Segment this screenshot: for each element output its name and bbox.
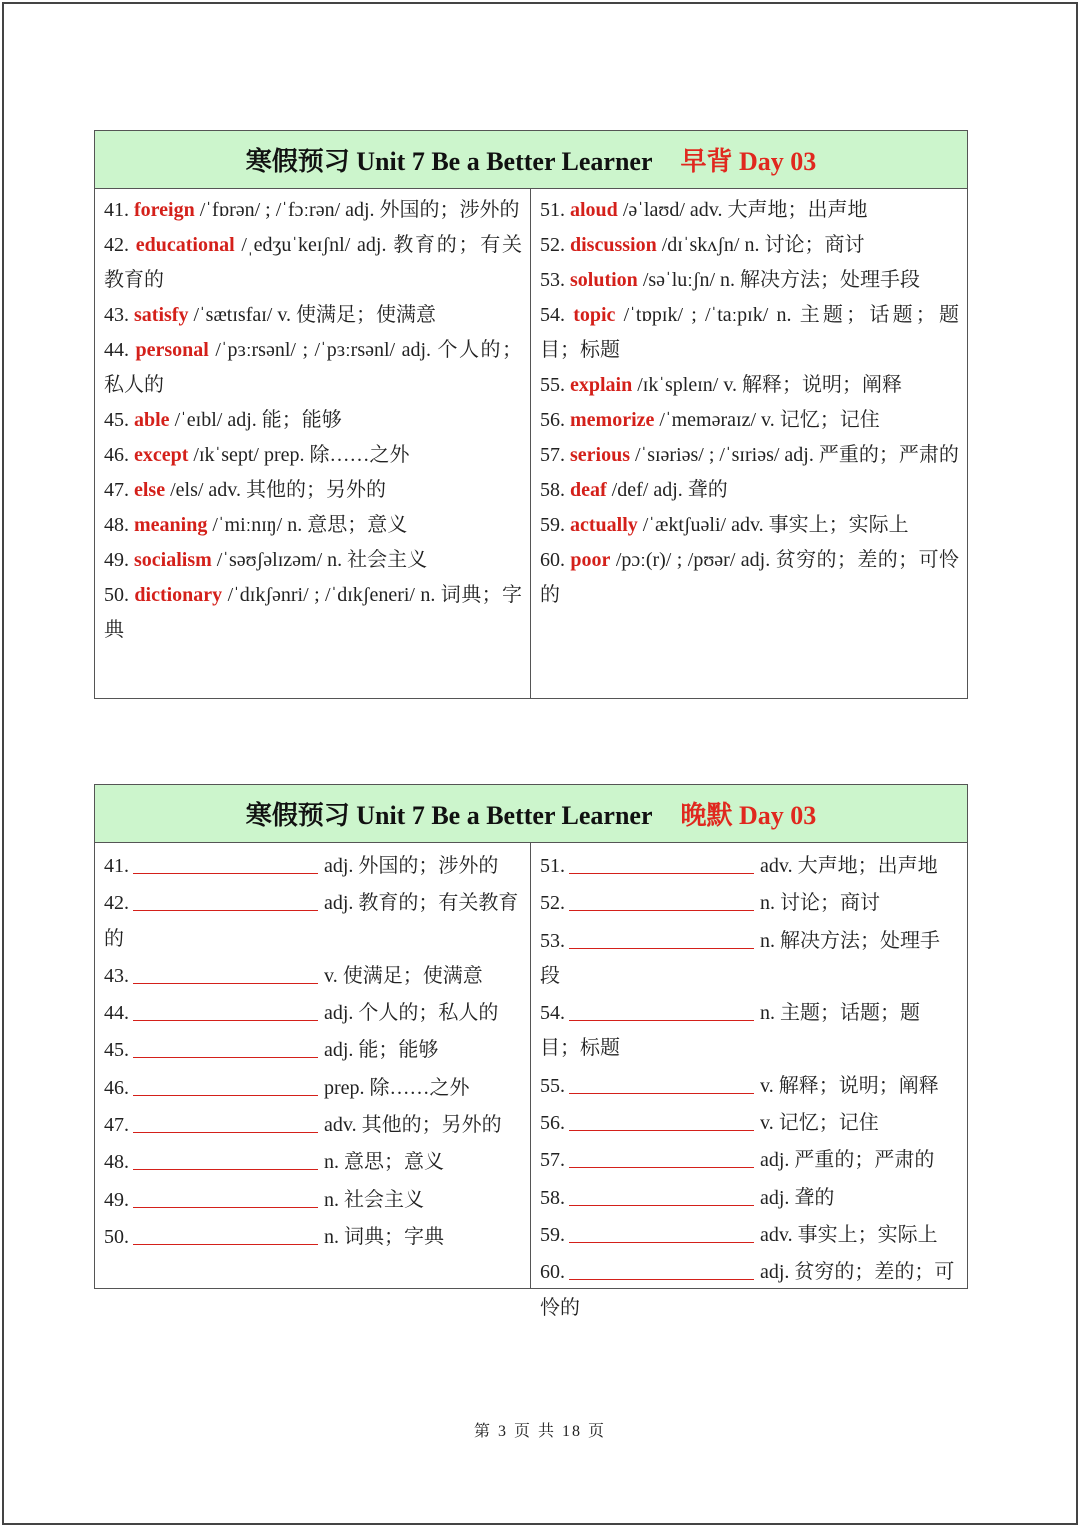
dictation-entry <box>540 1216 959 1253</box>
entry-definition: n. 主题；话题；题目；标题 <box>540 1002 920 1060</box>
entry-number: 41. <box>104 855 129 877</box>
entry-number: 60. <box>540 1261 565 1284</box>
evening-panel-title: 寒假预习 Unit 7 Be a Better Learner <box>245 801 653 830</box>
vocab-entry <box>540 438 959 473</box>
entry-number: 58. <box>540 1186 565 1209</box>
vocab-entry <box>104 333 522 403</box>
entry-number: 46. <box>104 1076 129 1099</box>
entry-definition: /ˈeɪbl/ adj. 能；能够 <box>169 409 342 431</box>
vocab-entry <box>104 403 522 438</box>
dictation-entry <box>104 1218 522 1255</box>
answer-blank[interactable] <box>569 996 754 1021</box>
evening-panel-tag: 晚默 Day 03 <box>680 801 817 830</box>
entry-number: 55. <box>540 1074 565 1097</box>
answer-blank[interactable] <box>133 1145 318 1170</box>
entry-definition: adj. 聋的 <box>760 1186 835 1209</box>
entry-number: 57. <box>540 444 565 466</box>
entry-number: 45. <box>104 1039 129 1062</box>
entry-definition: adj. 能；能够 <box>324 1039 439 1062</box>
entry-definition: /ˈmiːnɪŋ/ n. 意思；意义 <box>207 514 408 536</box>
entry-word: else <box>134 479 166 501</box>
entry-definition: /ˈsɪəriəs/ ; /ˈsɪriəs/ adj. 严重的；严肃的 <box>630 444 959 466</box>
answer-blank[interactable] <box>133 1220 318 1245</box>
dictation-entry <box>104 1143 522 1180</box>
entry-definition: /əˈlaʊd/ adv. 大声地；出声地 <box>617 199 868 221</box>
vocab-entry <box>540 473 959 508</box>
entry-definition: v. 解释；说明；阐释 <box>760 1074 939 1097</box>
dictation-entry <box>540 884 959 921</box>
entry-definition: adv. 其他的；另外的 <box>324 1114 502 1137</box>
entry-number: 49. <box>104 549 129 571</box>
dictation-entry <box>104 1031 522 1068</box>
dictation-entry <box>540 1067 959 1104</box>
entry-number: 52. <box>540 892 565 915</box>
entry-number: 60. <box>540 549 565 571</box>
dictation-entry <box>540 1104 959 1141</box>
entry-word: socialism <box>134 549 212 571</box>
vocab-entry <box>104 228 522 298</box>
entry-word: poor <box>570 549 611 571</box>
vocab-entry <box>104 193 522 228</box>
entry-definition: n. 解决方法；处理手段 <box>540 929 940 987</box>
entry-definition: v. 使满足；使满意 <box>324 964 483 987</box>
evening-left-column <box>95 843 531 1288</box>
vocab-entry <box>540 263 959 298</box>
dictation-entry <box>540 922 959 995</box>
entry-number: 47. <box>104 479 129 501</box>
entry-word: topic <box>573 304 616 326</box>
entry-definition: adv. 事实上；实际上 <box>760 1223 938 1246</box>
entry-definition: /def/ adj. 聋的 <box>606 479 728 501</box>
vocab-entry <box>540 403 959 438</box>
entry-word: aloud <box>570 199 618 221</box>
entry-definition: /ˈpɜːrsənl/ ; /ˈpɜːrsənl/ adj. 个人的；私人的 <box>104 339 523 396</box>
vocab-entry <box>540 193 959 228</box>
answer-blank[interactable] <box>569 849 754 874</box>
entry-word: explain <box>570 374 633 396</box>
answer-blank[interactable] <box>569 1106 754 1131</box>
entry-number: 51. <box>540 199 565 221</box>
dictation-entry <box>104 994 522 1031</box>
answer-blank[interactable] <box>133 959 318 984</box>
morning-panel-tag: 早背 Day 03 <box>680 147 817 176</box>
entry-number: 56. <box>540 409 565 431</box>
answer-blank[interactable] <box>133 1108 318 1133</box>
entry-number: 44. <box>104 1002 129 1025</box>
morning-vocab-panel <box>94 130 968 699</box>
entry-number: 45. <box>104 409 129 431</box>
entry-number: 48. <box>104 514 129 536</box>
entry-number: 50. <box>104 1225 129 1248</box>
dictation-entry <box>540 994 959 1067</box>
entry-word: educational <box>135 234 235 256</box>
entry-definition: n. 社会主义 <box>324 1188 424 1211</box>
dictation-entry <box>540 1253 959 1326</box>
entry-definition: /ˈsəʊʃəlɪzəm/ n. 社会主义 <box>211 549 428 571</box>
entry-word: deaf <box>570 479 607 501</box>
entry-definition: /ˈsætɪsfaɪ/ v. 使满足；使满意 <box>188 304 437 326</box>
entry-word: solution <box>570 269 638 291</box>
vocab-entry <box>104 298 522 333</box>
dictation-entry <box>104 1106 522 1143</box>
entry-number: 42. <box>104 892 129 915</box>
dictation-entry <box>104 1181 522 1218</box>
entry-number: 48. <box>104 1151 129 1174</box>
entry-number: 52. <box>540 234 565 256</box>
entry-word: able <box>134 409 170 431</box>
entry-definition: adj. 贫穷的；差的；可怜的 <box>540 1261 955 1319</box>
entry-number: 53. <box>540 929 565 952</box>
vocab-entry <box>540 368 959 403</box>
entry-word: memorize <box>570 409 655 431</box>
entry-number: 57. <box>540 1149 565 1172</box>
entry-definition: /pɔː(r)/ ; /pʊər/ adj. 贫穷的；差的；可怜的 <box>540 549 959 606</box>
answer-blank[interactable] <box>133 886 318 911</box>
entry-definition: /ˈmeməraɪz/ v. 记忆；记住 <box>654 409 880 431</box>
answer-blank[interactable] <box>133 996 318 1021</box>
entry-definition: adv. 大声地；出声地 <box>760 855 938 877</box>
entry-definition: v. 记忆；记住 <box>760 1112 879 1135</box>
entry-definition: adj. 个人的；私人的 <box>324 1002 499 1025</box>
entry-word: serious <box>570 444 630 466</box>
dictation-entry <box>104 884 522 957</box>
entry-word: satisfy <box>134 304 189 326</box>
entry-definition: adj. 教育的；有关教育的 <box>104 892 519 950</box>
entry-number: 59. <box>540 514 565 536</box>
entry-definition: adj. 严重的；严肃的 <box>760 1149 935 1172</box>
entry-definition: /səˈluːʃn/ n. 解决方法；处理手段 <box>637 269 921 291</box>
entry-definition: /ɪkˈsept/ prep. 除……之外 <box>188 444 410 466</box>
entry-word: foreign <box>134 199 195 221</box>
entry-number: 51. <box>540 855 565 877</box>
dictation-entry <box>540 1141 959 1178</box>
answer-blank[interactable] <box>569 1069 754 1094</box>
entry-word: actually <box>570 514 638 536</box>
entry-definition: /dɪˈskʌʃn/ n. 讨论；商讨 <box>656 234 865 256</box>
entry-number: 54. <box>540 1002 565 1025</box>
entry-definition: /ˌedʒuˈkeɪʃnl/ adj. 教育的；有关教育的 <box>104 234 522 291</box>
answer-blank[interactable] <box>133 1183 318 1208</box>
entry-word: meaning <box>134 514 208 536</box>
vocab-entry <box>104 473 522 508</box>
answer-blank[interactable] <box>133 1071 318 1096</box>
page-footer: 第 3 页 共 18 页 <box>473 1423 606 1440</box>
dictation-entry <box>540 1179 959 1216</box>
entry-definition: /ɪkˈspleɪn/ v. 解释；说明；阐释 <box>632 374 903 396</box>
entry-definition: prep. 除……之外 <box>324 1076 470 1099</box>
morning-right-column <box>531 189 967 698</box>
entry-number: 58. <box>540 479 565 501</box>
entry-number: 43. <box>104 304 129 326</box>
entry-definition: /els/ adv. 其他的；另外的 <box>165 479 387 501</box>
vocab-entry <box>104 578 522 648</box>
answer-blank[interactable] <box>133 1033 318 1058</box>
entry-definition: adj. 外国的；涉外的 <box>324 855 499 877</box>
vocab-entry <box>540 228 959 263</box>
entry-definition: n. 讨论；商讨 <box>760 892 880 915</box>
answer-blank[interactable] <box>569 1143 754 1168</box>
entry-word: personal <box>135 339 209 361</box>
vocab-entry <box>540 543 959 613</box>
vocab-entry <box>104 508 522 543</box>
entry-definition: /ˈfɒrən/ ; /ˈfɔːrən/ adj. 外国的；涉外的 <box>194 199 520 221</box>
entry-definition: /ˈdɪkʃənri/ ; /ˈdɪkʃeneri/ n. 词典；字典 <box>104 584 522 641</box>
evening-right-column <box>531 843 967 1319</box>
dictation-entry <box>104 1069 522 1106</box>
entry-number: 41. <box>104 199 129 221</box>
entry-number: 53. <box>540 269 565 291</box>
entry-number: 55. <box>540 374 565 396</box>
answer-blank[interactable] <box>569 1181 754 1206</box>
entry-word: discussion <box>570 234 657 256</box>
answer-blank[interactable] <box>569 1255 754 1280</box>
dictation-entry <box>104 847 522 884</box>
entry-definition: /ˈtɒpɪk/ ; /ˈtaːpɪk/ n. 主题；话题；题目；标题 <box>540 304 959 361</box>
morning-panel-header <box>95 131 967 189</box>
entry-number: 50. <box>104 584 129 606</box>
morning-panel-title: 寒假预习 Unit 7 Be a Better Learner <box>245 147 653 176</box>
entry-number: 44. <box>104 339 129 361</box>
vocab-entry <box>540 298 959 368</box>
entry-number: 46. <box>104 444 129 466</box>
dictation-entry <box>540 847 959 884</box>
answer-blank[interactable] <box>569 1218 754 1243</box>
entry-number: 47. <box>104 1114 129 1137</box>
answer-blank[interactable] <box>569 924 754 949</box>
entry-number: 42. <box>104 234 129 256</box>
evening-dictation-panel <box>94 784 968 1319</box>
evening-panel-header <box>95 785 967 843</box>
entry-number: 56. <box>540 1112 565 1135</box>
vocab-entry <box>540 508 959 543</box>
entry-number: 43. <box>104 964 129 987</box>
entry-word: dictionary <box>134 584 223 606</box>
entry-number: 49. <box>104 1188 129 1211</box>
entry-definition: n. 意思；意义 <box>324 1151 444 1174</box>
vocab-entry <box>104 543 522 578</box>
answer-blank[interactable] <box>133 849 318 874</box>
dictation-entry <box>104 957 522 994</box>
entry-definition: n. 词典；字典 <box>324 1225 444 1248</box>
morning-left-column <box>95 189 531 698</box>
vocab-entry <box>104 438 522 473</box>
entry-definition: /ˈæktʃuəli/ adv. 事实上；实际上 <box>637 514 909 536</box>
answer-blank[interactable] <box>569 886 754 911</box>
entry-number: 59. <box>540 1223 565 1246</box>
entry-number: 54. <box>540 304 565 326</box>
entry-word: except <box>134 444 189 466</box>
